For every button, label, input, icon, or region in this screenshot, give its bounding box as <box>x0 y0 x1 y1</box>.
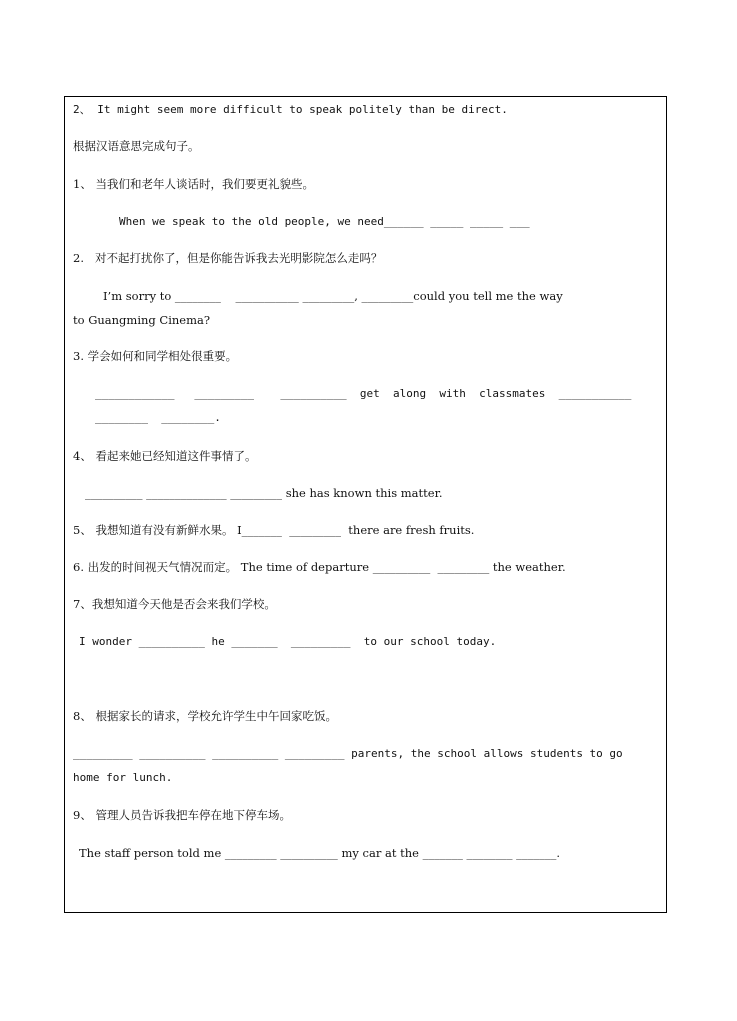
intro-sentence: 2、 It might seem more difficult to speak politely than be direct. <box>73 103 508 116</box>
item-2-prompt: 2. 对不起打扰你了，但是你能告诉我去光明影院怎么走吗？ <box>73 251 383 265</box>
item-3-answer: ____________ _________ __________ get along with classmates ___________ <box>95 387 632 400</box>
item-3-answer-continued: ________ ________. <box>95 411 221 424</box>
item-7-answer: I wonder __________ he _______ _________ to our school today. <box>79 635 497 648</box>
worksheet-box <box>64 96 667 913</box>
item-6-prompt: 6. 出发的时间视天气情况而定。 The time of departure __________ _________ the weather. <box>73 560 566 574</box>
item-1-prompt: 1、 当我们和老年人谈话时，我们要更礼貌些。 <box>73 177 314 191</box>
item-9-answer: The staff person told me _________ __________ my car at the _______ ________ _______. <box>79 846 561 860</box>
item-3-prompt: 3. 学会如何和同学相处很重要。 <box>73 349 238 363</box>
item-4-answer: __________ ______________ _________ she has known this matter. <box>85 486 443 500</box>
item-2-answer-continued: to Guangming Cinema? <box>73 313 211 327</box>
item-7-prompt: 7、我想知道今天他是否会来我们学校。 <box>73 597 276 611</box>
item-5-prompt: 5、 我想知道有没有新鲜水果。 I_______ _________ there are fresh fruits. <box>73 523 475 537</box>
item-1-answer: When we speak to the old people, we need______ _____ _____ ___ <box>119 215 530 228</box>
item-8-prompt: 8、 根据家长的请求，学校允许学生中午回家吃饭。 <box>73 709 337 723</box>
item-9-prompt: 9、 管理人员告诉我把车停在地下停车场。 <box>73 808 291 822</box>
instruction: 根据汉语意思完成句子。 <box>73 139 200 153</box>
item-2-answer: I’m sorry to ________ ___________ _________, _________could you tell me the way <box>103 289 563 303</box>
item-8-answer-continued: home for lunch. <box>73 771 173 784</box>
item-8-answer: _________ __________ __________ _________ parents, the school allows students to go <box>73 747 623 760</box>
item-4-prompt: 4、 看起来她已经知道这件事情了。 <box>73 449 257 463</box>
